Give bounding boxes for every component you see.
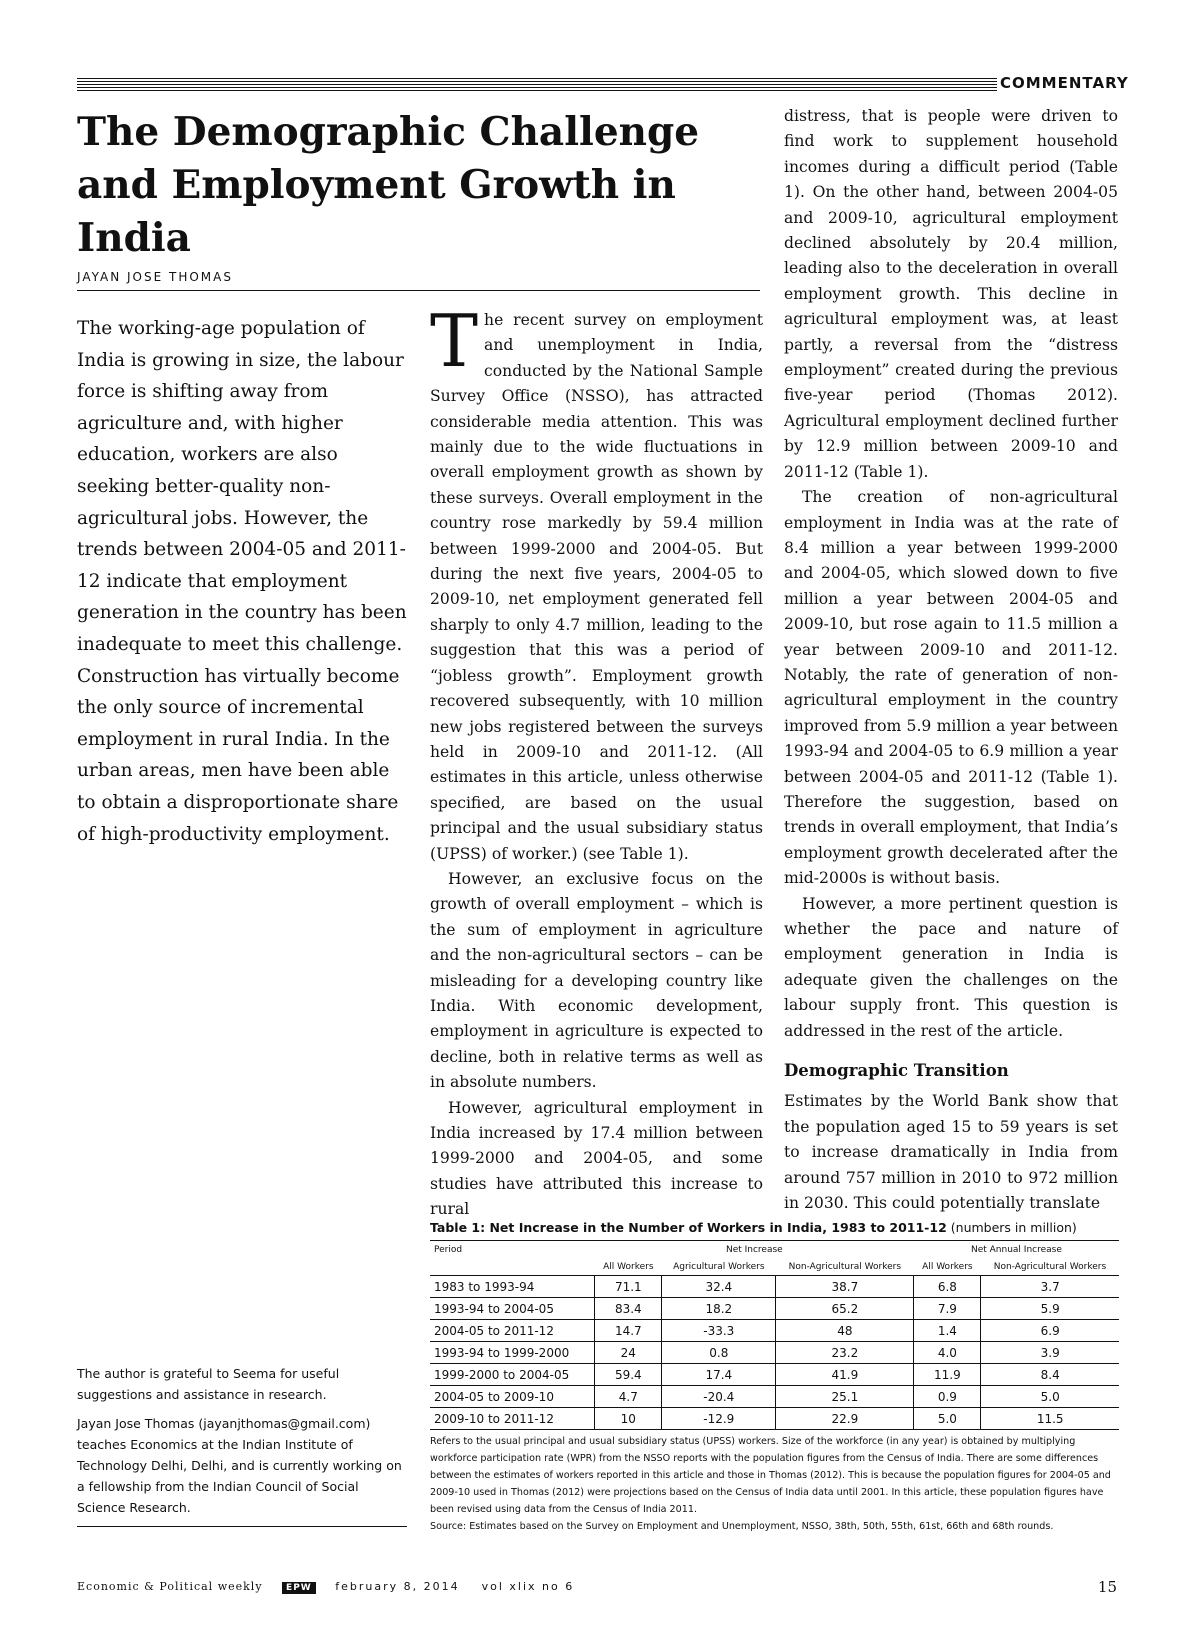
body-paragraph-2: However, an exclusive focus on the growth of overall employment – which is the sum of employment in agriculture and the non-agricultural sectors – can be misleading for a developing country like India. With economic development, employment in agriculture is expected to decline, both in relative terms as well as in absolute numbers. (430, 869, 763, 1092)
table-cell-value: 59.4 (595, 1364, 662, 1386)
subheader-all-workers: All Workers (595, 1258, 662, 1276)
body-paragraph-5: However, a more pertinent question is whether the pace and nature of employment generation in India is adequate given the challenges on the labour supply front. This question is addressed in the rest of the article. (784, 894, 1118, 1040)
table-1 (430, 1219, 1119, 1535)
table-cell-value: 11.5 (981, 1408, 1119, 1430)
epw-logo: EPW (282, 1582, 316, 1594)
table-notes (430, 1433, 1119, 1535)
table-cell-value: 3.9 (981, 1342, 1119, 1364)
table-cell-value: 32.4 (662, 1276, 776, 1298)
table-row (430, 1276, 1119, 1298)
table-cell-period: 2004-05 to 2009-10 (430, 1386, 595, 1408)
table-cell-value: 23.2 (776, 1342, 914, 1364)
table-cell-value: 5.0 (981, 1386, 1119, 1408)
table-cell-value: 4.7 (595, 1386, 662, 1408)
header-rules (77, 78, 997, 92)
body-paragraph-3-start: However, agricultural employment in India increased by 17.4 million between 1999-2000 and 2004-05, and some studies have attributed this increase to rural (430, 1098, 763, 1219)
header-net-annual-increase: Net Annual Increase (914, 1241, 1119, 1259)
article-title: The Demographic Challenge and Employment Growth in India (77, 109, 700, 261)
table-units: (numbers in million) (950, 1220, 1077, 1235)
author-notes (77, 1363, 407, 1526)
header-net-increase: Net Increase (595, 1241, 914, 1259)
table-cell-period: 2009-10 to 2011-12 (430, 1408, 595, 1430)
table-cell-value: 41.9 (776, 1364, 914, 1386)
table-cell-period: 1983 to 1993-94 (430, 1276, 595, 1298)
abstract: The working-age population of India is growing in size, the labour force is shifting away from agriculture and, with higher education, workers are also seeking better-quality non-agricultural jobs. However, the trends between 2004-05 and 2011-12 indicate that employment generation in the country has been inadequate to meet this challenge. Construction has virtually become the only source of incremental employment in rural India. In the urban areas, men have been able to obtain a disproportionate share of high-productivity employment. (77, 318, 407, 845)
table-cell-value: 11.9 (914, 1364, 981, 1386)
body-column-middle (430, 299, 763, 1223)
table-source: Source: Estimates based on the Survey on Employment and Unemployment, NSSO, 38th, 50th, 55th, 61st, 66th and 68th rounds. (430, 1521, 1054, 1532)
table-cell-value: 65.2 (776, 1298, 914, 1320)
section-label: COMMENTARY (1000, 74, 1129, 92)
table-note: Refers to the usual principal and usual subsidiary status (UPSS) workers. Size of the workforce (in any year) is obtained by multiplying workforce participation rate (WPR) from the NSSO reports with the population figures from the Census of India. There are some differences between the estimates of workers reported in this article and those in Thomas (2012). This is because the population figures for 2004-05 and 2009-10 used in Thomas (2012) were projections based on the Census of India data until 2001. In this article, these population figures have been revised using data from the Census of India 2011. (430, 1436, 1111, 1515)
table-cell-value: 18.2 (662, 1298, 776, 1320)
table-cell-value: 8.4 (981, 1364, 1119, 1386)
table-cell-value: 6.9 (981, 1320, 1119, 1342)
table-cell-period: 1993-94 to 1999-2000 (430, 1342, 595, 1364)
table-cell-value: 25.1 (776, 1386, 914, 1408)
table-cell-value: 17.4 (662, 1364, 776, 1386)
table-cell-value: 6.8 (914, 1276, 981, 1298)
subheader-annual-all-workers: All Workers (914, 1258, 981, 1276)
table-cell-value: 71.1 (595, 1276, 662, 1298)
header-period: Period (430, 1241, 595, 1259)
body-column-right (784, 104, 1118, 1216)
publication-name: Economic & Political weekly (77, 1580, 263, 1593)
table-cell-value: 24 (595, 1342, 662, 1364)
table-cell-value: 38.7 (776, 1276, 914, 1298)
issue-date: february 8, 2014 (335, 1580, 460, 1593)
table-row (430, 1364, 1119, 1386)
body-paragraph-1: The recent survey on employment and unemployment in India, conducted by the National Sample Survey Office (NSSO), has attracted considerable media attention. This was mainly due to the wide fluctuations in overall employment growth as shown by these surveys. Overall employment in the country rose markedly by 59.4 million between 1999-2000 and 2004-05. But during the next five years, 2004-05 to 2009-10, net employment generated fell sharply to only 4.7 million, leading to the suggestion that this was a period of “jobless growth”. Employment growth recovered subsequently, with 10 million new jobs registered between the surveys held in 2009-10 and 2011-12. (All estimates in this article, unless otherwise specified, are based on the usual principal and the usual subsidiary status (UPSS) of worker.) (see Table 1). (430, 299, 763, 863)
subheader-agricultural-workers: Agricultural Workers (662, 1258, 776, 1276)
author-name: JAYAN JOSE THOMAS (77, 270, 233, 284)
table-cell-value: 10 (595, 1408, 662, 1430)
table-cell-value: 0.9 (914, 1386, 981, 1408)
drop-cap: T (430, 299, 479, 383)
table-cell-value: -20.4 (662, 1386, 776, 1408)
page-footer (77, 1580, 1117, 1594)
table-cell-value: 22.9 (776, 1408, 914, 1430)
table-cell-value: 0.8 (662, 1342, 776, 1364)
table-cell-period: 1993-94 to 2004-05 (430, 1298, 595, 1320)
table-cell-period: 1999-2000 to 2004-05 (430, 1364, 595, 1386)
notes-divider (77, 1526, 407, 1527)
issue-volume: vol xlix no 6 (481, 1580, 575, 1593)
body-paragraph-3-end: distress, that is people were driven to find work to supplement household incomes during a difficult period (Table 1). On the other hand, between 2004-05 and 2009-10, agricultural employment declined absolutely by 20.4 million, leading also to the deceleration in overall employment growth. This decline in agricultural employment was, at least partly, a reversal from the “distress employment” created during the previous five-year period (Thomas 2012). Agricultural employment declined further by 12.9 million between 2009-10 and 2011-12 (Table 1). (784, 107, 1118, 481)
section-heading: Demographic Transition (784, 1061, 1009, 1081)
table-row (430, 1386, 1119, 1408)
table-cell-value: 83.4 (595, 1298, 662, 1320)
table-body (430, 1276, 1119, 1430)
body-paragraph-4: The creation of non-agricultural employment in India was at the rate of 8.4 million a year between 1999-2000 and 2004-05, which slowed down to five million a year between 2004-05 and 2009-10, but rose again to 11.5 million a year between 2009-10 and 2011-12. Notably, the rate of generation of non-agricultural employment in the country improved from 5.9 million a year between 1993-94 and 2004-05 to 6.9 million a year between 2004-05 and 2011-12 (Table 1). Therefore the suggestion, based on trends in overall employment, that India’s employment growth decelerated after the mid-2000s is without basis. (784, 488, 1118, 888)
table-cell-value: 3.7 (981, 1276, 1119, 1298)
table-row (430, 1408, 1119, 1430)
page-number: 15 (1097, 1578, 1117, 1596)
table-row (430, 1342, 1119, 1364)
employment-table (430, 1240, 1119, 1430)
table-cell-value: 4.0 (914, 1342, 981, 1364)
table-cell-value: 5.0 (914, 1408, 981, 1430)
table-cell-value: 48 (776, 1320, 914, 1342)
table-cell-value: -12.9 (662, 1408, 776, 1430)
table-row (430, 1320, 1119, 1342)
subheader-annual-non-agricultural-workers: Non-Agricultural Workers (981, 1258, 1119, 1276)
table-cell-value: 5.9 (981, 1298, 1119, 1320)
table-cell-value: -33.3 (662, 1320, 776, 1342)
acknowledgement: The author is grateful to Seema for useful suggestions and assistance in research. (77, 1366, 340, 1402)
table-row (430, 1298, 1119, 1320)
body-paragraph-6: Estimates by the World Bank show that the population aged 15 to 59 years is set to increase dramatically in India from around 757 million in 2010 to 972 million in 2030. This could potentially translate (784, 1092, 1118, 1213)
table-cell-value: 14.7 (595, 1320, 662, 1342)
subheader-non-agricultural-workers: Non-Agricultural Workers (776, 1258, 914, 1276)
author-bio: Jayan Jose Thomas (jayanjthomas@gmail.com) teaches Economics at the Indian Institute of Technology Delhi, Delhi, and is currently working on a fellowship from the Indian Council of Social Science Research. (77, 1416, 402, 1515)
author-divider (77, 290, 760, 291)
table-cell-period: 2004-05 to 2011-12 (430, 1320, 595, 1342)
table-cell-value: 7.9 (914, 1298, 981, 1320)
table-cell-value: 1.4 (914, 1320, 981, 1342)
table-title: Table 1: Net Increase in the Number of Workers in India, 1983 to 2011-12 (numbers in million) (430, 1220, 1077, 1235)
